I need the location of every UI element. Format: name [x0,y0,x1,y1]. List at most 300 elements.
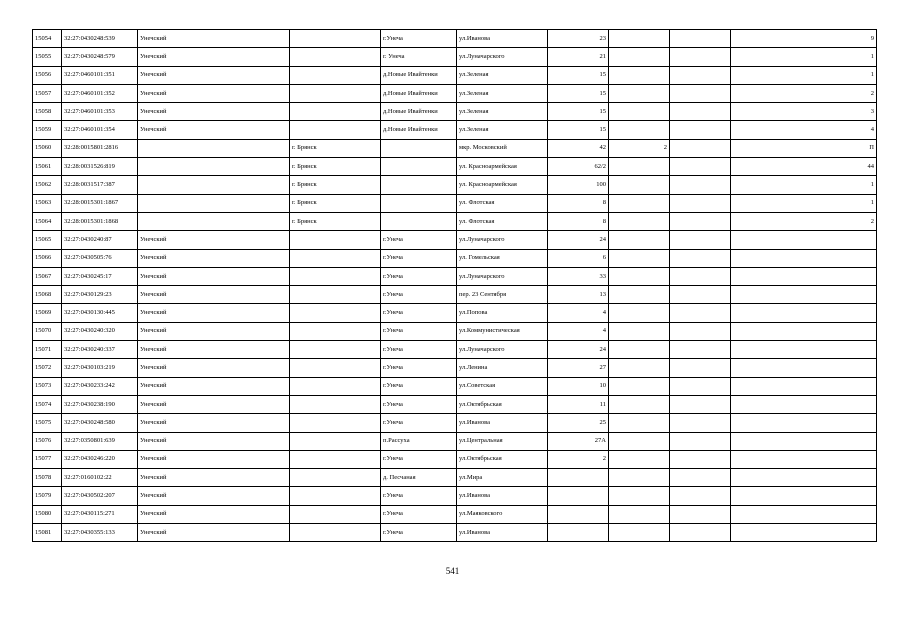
table-cell: Унечский [138,286,290,304]
table-cell: 32:27:0460101:354 [62,121,138,139]
table-cell [670,395,731,413]
table-cell: Унечский [138,322,290,340]
table-cell: ул.Коммунистическая [457,322,548,340]
table-row [33,103,877,121]
table-cell: 1 [731,194,877,212]
table-cell [381,158,457,176]
table-cell [670,469,731,487]
table-row [33,231,877,249]
table-row [33,450,877,468]
table-cell: 32:27:0430240:320 [62,322,138,340]
table-cell: 23 [548,30,609,48]
table-cell: 32:27:0430240:337 [62,341,138,359]
table-body [33,30,877,542]
table-cell: Унечский [138,103,290,121]
table-cell [290,505,381,523]
table-cell [381,212,457,230]
table-cell: 2 [731,84,877,102]
table-cell [731,359,877,377]
table-cell: 15067 [33,267,62,285]
table-cell: 15057 [33,84,62,102]
table-cell [609,84,670,102]
table-cell [670,231,731,249]
table-cell [670,359,731,377]
table-row [33,524,877,542]
table-cell: г.Унеча [381,267,457,285]
table-cell: 32:27:0430502:207 [62,487,138,505]
table-cell: 32:27:0460101:353 [62,103,138,121]
table-cell: 32:27:0350801:639 [62,432,138,450]
table-cell [670,84,731,102]
table-cell [670,487,731,505]
table-cell: ул.Ленина [457,359,548,377]
table-cell: Унечский [138,84,290,102]
table-cell [731,322,877,340]
table-cell [609,158,670,176]
table-cell [290,66,381,84]
table-cell: 32:27:0430505:76 [62,249,138,267]
table-cell: ул.Октябрьская [457,450,548,468]
table-cell: г.Унеча [381,286,457,304]
table-cell: 1 [731,66,877,84]
table-cell: г.Унеча [381,30,457,48]
table-cell: 62/2 [548,158,609,176]
table-row [33,267,877,285]
table-cell [290,414,381,432]
table-cell [670,158,731,176]
table-cell [670,212,731,230]
table-cell: Унечский [138,121,290,139]
table-cell: Унечский [138,267,290,285]
table-row [33,158,877,176]
table-cell: ул.Иванова [457,30,548,48]
table-cell: Унечский [138,450,290,468]
table-cell [138,212,290,230]
table-cell [609,66,670,84]
table-cell [609,469,670,487]
table-cell [731,249,877,267]
table-cell [609,267,670,285]
table-row [33,359,877,377]
table-cell: ул.Мира [457,469,548,487]
table-cell [290,359,381,377]
table-cell [670,121,731,139]
table-row [33,414,877,432]
table-cell [609,487,670,505]
table-cell [609,450,670,468]
table-cell: 1 [731,176,877,194]
table-cell: п.Рассуха [381,432,457,450]
table-cell [731,505,877,523]
table-row [33,139,877,157]
table-cell: г.Унеча [381,450,457,468]
table-cell [670,176,731,194]
table-cell: ул.Иванова [457,487,548,505]
table-cell: г.Унеча [381,524,457,542]
table-cell: Унечский [138,359,290,377]
table-cell: 3 [731,103,877,121]
table-cell [670,450,731,468]
table-cell: 15074 [33,395,62,413]
table-cell [609,249,670,267]
table-cell [290,487,381,505]
table-cell: 15064 [33,212,62,230]
table-cell: 27 [548,359,609,377]
table-cell [731,450,877,468]
table-cell [731,377,877,395]
table-cell: 32:28:0031517:387 [62,176,138,194]
table-cell [670,432,731,450]
table-cell [290,48,381,66]
table-cell: Унечский [138,524,290,542]
table-cell: 11 [548,395,609,413]
table-cell [609,414,670,432]
table-cell [670,505,731,523]
table-cell: Унечский [138,341,290,359]
table-cell [609,395,670,413]
table-cell: г.Унеча [381,377,457,395]
table-cell: Унечский [138,432,290,450]
registry-table-container [32,29,877,542]
table-cell [609,48,670,66]
table-cell: 1 [731,48,877,66]
table-cell: г.Унеча [381,249,457,267]
table-cell: мкр. Московский [457,139,548,157]
table-cell: 15061 [33,158,62,176]
table-cell [290,432,381,450]
table-cell: г.Унеча [381,322,457,340]
table-cell: 15075 [33,414,62,432]
table-cell: ул. Флотская [457,194,548,212]
table-row [33,66,877,84]
table-cell [670,304,731,322]
table-cell: 15079 [33,487,62,505]
table-cell [138,158,290,176]
table-cell: ул.Луначарского [457,48,548,66]
table-row [33,432,877,450]
table-cell: ул.Маяковского [457,505,548,523]
table-cell: г. Брянск [290,212,381,230]
table-cell: Унечский [138,48,290,66]
table-cell: 15 [548,84,609,102]
table-cell: Унечский [138,66,290,84]
table-cell: ул.Центральная [457,432,548,450]
table-cell: 27А [548,432,609,450]
table-cell: ул. Флотская [457,212,548,230]
table-cell: 32:27:0460101:352 [62,84,138,102]
table-cell [731,304,877,322]
table-cell [731,487,877,505]
table-cell [670,139,731,157]
table-cell: 8 [548,194,609,212]
table-cell: 15 [548,66,609,84]
table-cell: г.Унеча [381,304,457,322]
table-cell: 15066 [33,249,62,267]
table-cell [548,487,609,505]
table-cell: 15070 [33,322,62,340]
table-cell: 32:27:0430103:219 [62,359,138,377]
table-row [33,487,877,505]
table-cell [609,194,670,212]
table-cell [290,30,381,48]
table-cell [381,194,457,212]
table-cell: 42 [548,139,609,157]
table-cell [609,432,670,450]
table-row [33,121,877,139]
table-cell: ул.Зеленая [457,84,548,102]
table-cell [670,30,731,48]
table-cell: ул.Луначарского [457,267,548,285]
page-number: 541 [445,566,460,576]
table-cell [670,377,731,395]
table-row [33,194,877,212]
table-cell: 32:27:0430248:580 [62,414,138,432]
table-cell: 4 [548,322,609,340]
table-cell: 32:27:0430248:539 [62,30,138,48]
registry-table [32,29,877,542]
table-cell: 32:27:0430240:87 [62,231,138,249]
table-cell: Унечский [138,414,290,432]
table-cell: 2 [548,450,609,468]
table-cell: 15 [548,103,609,121]
table-cell: г. Брянск [290,176,381,194]
table-row [33,176,877,194]
table-cell: Унечский [138,377,290,395]
table-cell: г. Брянск [290,194,381,212]
table-cell [290,395,381,413]
table-row [33,48,877,66]
table-cell [609,304,670,322]
table-cell [290,84,381,102]
table-cell [290,322,381,340]
table-cell: 15 [548,121,609,139]
table-row [33,286,877,304]
table-row [33,84,877,102]
table-cell: 2 [731,212,877,230]
table-cell [670,414,731,432]
table-cell [138,139,290,157]
table-cell [290,377,381,395]
table-cell [609,505,670,523]
table-cell [670,249,731,267]
table-cell [670,524,731,542]
table-cell [290,286,381,304]
table-cell: Унечский [138,304,290,322]
table-cell [548,469,609,487]
table-cell [609,286,670,304]
table-cell: Унечский [138,231,290,249]
table-cell: ул.Зеленая [457,66,548,84]
table-cell: 15063 [33,194,62,212]
table-cell [731,414,877,432]
table-cell [731,231,877,249]
table-cell: 25 [548,414,609,432]
table-cell: 15076 [33,432,62,450]
table-cell: г.Унеча [381,414,457,432]
table-cell: г.Унеча [381,231,457,249]
table-cell [731,469,877,487]
table-cell: ул.Зеленая [457,103,548,121]
table-cell [290,450,381,468]
table-cell [670,66,731,84]
table-cell [670,48,731,66]
table-cell: 9 [731,30,877,48]
table-cell: 100 [548,176,609,194]
table-cell: г.Унеча [381,505,457,523]
table-cell: 15068 [33,286,62,304]
table-cell: Унечский [138,469,290,487]
table-cell: 4 [548,304,609,322]
table-cell: 15071 [33,341,62,359]
table-cell: ул.Иванова [457,414,548,432]
table-cell: д.Новые Ивайтенки [381,103,457,121]
table-cell: 15077 [33,450,62,468]
table-cell [731,267,877,285]
table-cell: д. Песчаная [381,469,457,487]
table-row [33,469,877,487]
table-cell [609,322,670,340]
table-cell: 32:27:0430238:190 [62,395,138,413]
table-cell [381,176,457,194]
table-cell: Унечский [138,505,290,523]
table-cell: 15054 [33,30,62,48]
table-cell: 32:27:0430355:133 [62,524,138,542]
table-cell [609,341,670,359]
table-cell: ул.Попова [457,304,548,322]
table-cell [290,524,381,542]
table-cell: 24 [548,341,609,359]
table-cell: 32:27:0430246:220 [62,450,138,468]
table-cell: 6 [548,249,609,267]
table-cell [290,341,381,359]
table-cell: 32:27:0430245:17 [62,267,138,285]
table-cell: 24 [548,231,609,249]
table-cell [381,139,457,157]
table-cell: 15056 [33,66,62,84]
table-cell [138,176,290,194]
table-cell: д.Новые Ивайтенки [381,84,457,102]
table-cell [609,212,670,230]
table-cell: 8 [548,212,609,230]
table-cell: ул.Луначарского [457,341,548,359]
table-row [33,322,877,340]
table-cell [609,30,670,48]
table-cell: 15062 [33,176,62,194]
table-row [33,30,877,48]
table-cell [548,524,609,542]
table-cell: 32:27:0430129:23 [62,286,138,304]
table-cell: ул.Советская [457,377,548,395]
table-cell: 32:28:0015801:2816 [62,139,138,157]
table-cell: ул.Иванова [457,524,548,542]
table-cell [548,505,609,523]
table-cell: 13 [548,286,609,304]
table-cell: г. Брянск [290,139,381,157]
table-cell [290,249,381,267]
table-cell [290,304,381,322]
table-cell: 44 [731,158,877,176]
table-cell [290,103,381,121]
table-cell: 15065 [33,231,62,249]
table-cell: д.Новые Ивайтенки [381,121,457,139]
table-cell: 15072 [33,359,62,377]
table-cell: 15060 [33,139,62,157]
table-row [33,212,877,230]
table-cell [609,121,670,139]
table-cell [138,194,290,212]
table-cell: ул. Гомельская [457,249,548,267]
table-cell [609,231,670,249]
table-cell: ул. Красноармейская [457,158,548,176]
table-cell: 32:27:0460101:351 [62,66,138,84]
table-cell: 15059 [33,121,62,139]
table-cell: 4 [731,121,877,139]
table-cell: 15058 [33,103,62,121]
table-cell [670,194,731,212]
table-cell: г.Унеча [381,341,457,359]
table-cell [731,341,877,359]
table-cell [670,267,731,285]
table-cell: 32:27:0430248:579 [62,48,138,66]
table-cell: 10 [548,377,609,395]
table-cell: 32:27:0430130:445 [62,304,138,322]
table-cell [670,286,731,304]
table-cell: 33 [548,267,609,285]
table-cell [609,359,670,377]
table-cell: г. Унеча [381,48,457,66]
table-cell: 21 [548,48,609,66]
table-row [33,505,877,523]
table-cell: г.Унеча [381,395,457,413]
table-cell [609,377,670,395]
table-cell: 32:27:0430233:242 [62,377,138,395]
table-cell: 15069 [33,304,62,322]
table-cell [290,231,381,249]
table-cell [290,469,381,487]
table-cell: г.Унеча [381,487,457,505]
table-cell: г.Унеча [381,359,457,377]
table-row [33,304,877,322]
table-cell: Унечский [138,249,290,267]
table-row [33,395,877,413]
table-cell [731,524,877,542]
table-cell: П [731,139,877,157]
table-cell: 32:28:0015301:1867 [62,194,138,212]
table-cell: 15081 [33,524,62,542]
table-cell: ул. Красноармейская [457,176,548,194]
table-cell: 15078 [33,469,62,487]
table-row [33,341,877,359]
table-cell: ул.Зеленая [457,121,548,139]
table-cell [290,121,381,139]
table-cell: 32:27:0430115:271 [62,505,138,523]
table-cell [609,524,670,542]
table-cell: д.Новые Ивайтенки [381,66,457,84]
table-cell [670,341,731,359]
table-cell: ул.Луначарского [457,231,548,249]
table-cell: Унечский [138,30,290,48]
table-cell: 2 [609,139,670,157]
table-cell [731,432,877,450]
table-cell: г. Брянск [290,158,381,176]
table-cell: 32:28:0031526:819 [62,158,138,176]
table-cell: 15055 [33,48,62,66]
table-cell [731,395,877,413]
table-cell [290,267,381,285]
table-cell: Унечский [138,395,290,413]
table-row [33,249,877,267]
table-cell [609,176,670,194]
